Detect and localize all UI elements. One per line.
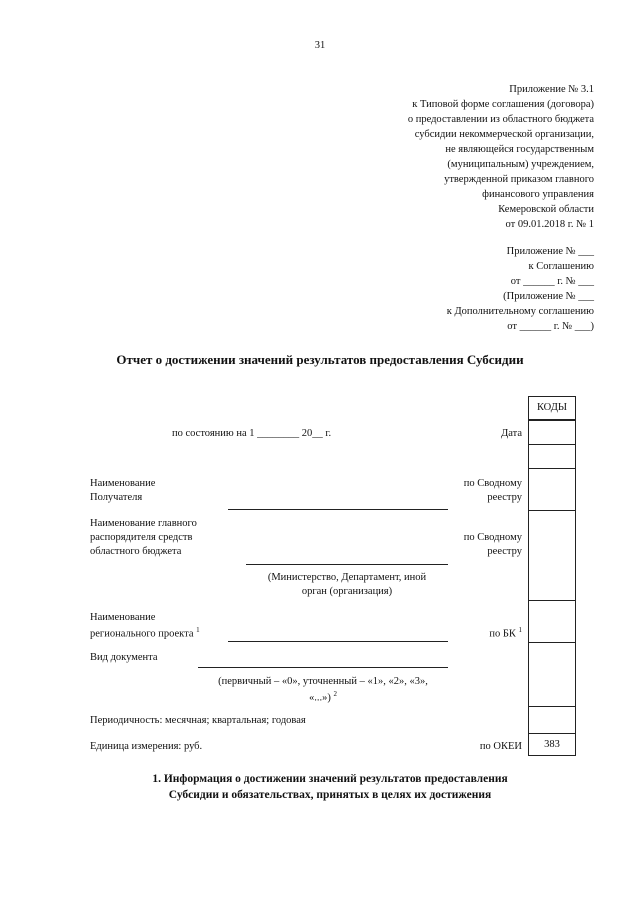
section-title: 1. Информация о достижении значений результатов предоставления <box>152 773 508 785</box>
appendix-line: от 09.01.2018 г. № 1 <box>505 219 594 230</box>
appendix-line: (муниципальным) учреждением, <box>447 159 594 170</box>
appendix-line: Кемеровской области <box>498 204 594 215</box>
recipient-label-2: Получателя <box>90 492 143 503</box>
agreement-appendix-line: от ______ г. № ___) <box>507 321 594 332</box>
appendix-line: Приложение № 3.1 <box>509 84 594 95</box>
codes-divider <box>528 468 576 469</box>
codes-header: КОДЫ <box>528 396 576 420</box>
manager-note: (Министерство, Департамент, иной <box>267 572 427 583</box>
unit-text: Единица измерения: руб. <box>90 741 203 752</box>
project-label: Наименование <box>90 612 156 623</box>
section-title-2: Субсидии и обязательствах, принятых в целях их достижения <box>168 789 492 801</box>
appendix-line: не являющейся государственным <box>445 144 594 155</box>
codes-divider <box>528 706 576 707</box>
appendix-line: о предоставлении из областного бюджета <box>407 114 594 125</box>
agreement-appendix-line: Приложение № ___ <box>506 246 594 257</box>
codes-divider <box>528 444 576 445</box>
doc-type-note: (первичный – «0», уточненный – «1», «2», «3», <box>218 676 428 687</box>
svod-label-manager: по Сводному <box>463 532 522 543</box>
appendix-line: финансового управления <box>482 189 594 200</box>
manager-input-line <box>246 564 448 565</box>
okei-label: по ОКЕИ <box>479 741 522 752</box>
codes-divider <box>528 600 576 601</box>
doc-type-label: Вид документа <box>90 652 158 663</box>
svod-label-manager-2: реестру <box>487 546 522 557</box>
report-title: Отчет о достижении значений результатов предоставления Субсидии <box>116 352 524 367</box>
date-label: Дата <box>501 428 522 439</box>
doc-type-input-line <box>198 667 448 668</box>
doc-type-note-2: «...») $^2$ <box>309 690 337 704</box>
appendix-line: субсидии некоммерческой организации, <box>414 129 594 140</box>
periodicity-text: Периодичность: месячная; квартальная; годовая <box>90 715 306 726</box>
svod-label-2: реестру <box>487 492 522 503</box>
okei-code-value: 383 <box>544 739 560 750</box>
project-label-2: регионального проекта $^1$ <box>90 626 200 640</box>
codes-divider <box>528 733 576 734</box>
page-number: 31 <box>314 40 326 51</box>
agreement-appendix-line: к Дополнительному соглашению <box>446 306 594 317</box>
recipient-input-line <box>228 509 448 510</box>
agreement-appendix-line: (Приложение № ___ <box>503 291 594 302</box>
codes-divider <box>528 510 576 511</box>
manager-label-3: областного бюджета <box>90 546 182 557</box>
manager-label: Наименование главного <box>90 518 197 529</box>
project-input-line <box>228 641 448 642</box>
manager-note-2: орган (организация) <box>301 586 393 597</box>
recipient-label: Наименование <box>90 478 156 489</box>
bk-label: по БК $^1$ <box>489 626 522 640</box>
date-state-text: по состоянию на 1 ________ 20__ г. <box>172 428 332 439</box>
agreement-appendix-line: от ______ г. № ___ <box>510 276 594 287</box>
manager-label-2: распорядителя средств <box>90 532 193 543</box>
codes-divider <box>528 642 576 643</box>
agreement-appendix-line: к Соглашению <box>528 261 594 272</box>
appendix-line: к Типовой форме соглашения (договора) <box>412 99 594 110</box>
appendix-line: утвержденной приказом главного <box>444 174 594 185</box>
svod-label: по Сводному <box>463 478 522 489</box>
